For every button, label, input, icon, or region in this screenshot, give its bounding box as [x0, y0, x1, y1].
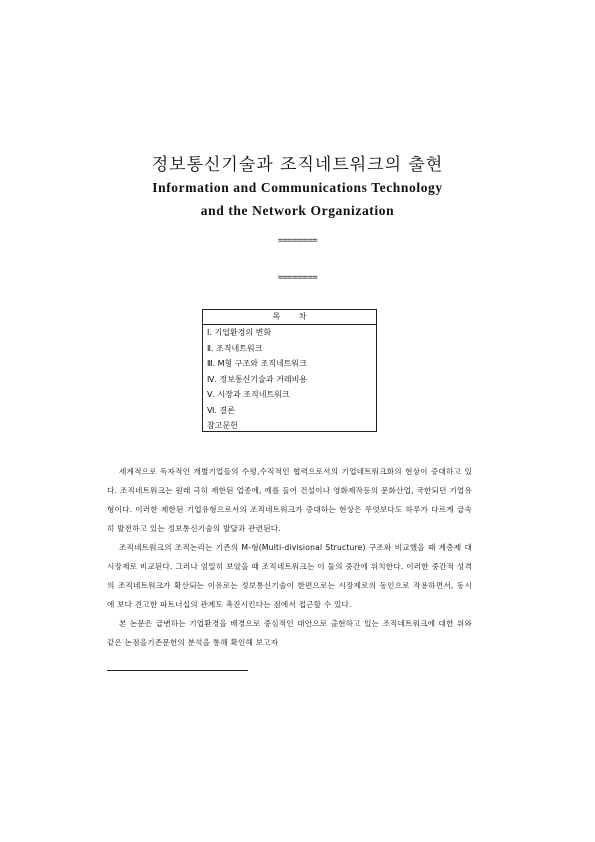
- paragraph: 조직네트워크의 조직논리는 기존의 M-형(Multi-divisional Structure) 구조와 비교했을 때 계층제 대 시장제로 비교된다. 그러나 엄밀히 보았을 때 조직네트워크는 이 둘의 중간에 위치한다. 이러한 중간적 성격의 조직네트워크가 확산되는 이유로는 정보통신기술이 한편으로는 시장제로의 동인으로 작용하면서, 동시에 보다 견고한 파트너십의 관계도 촉진시킨다는 점에서 접근할 수 있다.: [107, 543, 472, 609]
- toc-heading: 목 차: [203, 310, 376, 325]
- separator: ========: [277, 273, 318, 283]
- toc-item: Ⅲ. M형 구조와 조직네트워크: [207, 359, 307, 368]
- body-text: [107, 462, 472, 652]
- title-english-line-2: and the Network Organization: [200, 203, 395, 218]
- toc-item: Ⅵ. 결론: [207, 405, 235, 415]
- toc-item: Ⅳ. 정보통신기술과 거래비용: [207, 374, 308, 384]
- footnote-divider: [107, 670, 248, 671]
- toc-item: Ⅱ. 조직네트워크: [207, 343, 263, 353]
- title-korean: 정보통신기술과 조직네트워크의 출현: [151, 155, 444, 175]
- title-english-line-1: Information and Communications Technology: [152, 180, 443, 195]
- paragraph: 본 논문은 급변하는 기업환경을 배경으로 중심적인 대안으로 출현하고 있는 조직네트워크에 대한 위와 같은 논점을기존문헌의 분석을 통해 확인해 보고자: [107, 619, 472, 647]
- toc-item: Ⅴ. 시장과 조직네트워크: [207, 390, 290, 399]
- toc-item: Ⅰ. 기업환경의 변화: [207, 328, 272, 337]
- paragraph: 세계적으로 독자적인 개별기업들의 수평,수직적인 협력으로서의 기업네트워크화의 현상이 증대하고 있다. 조직네트워크는 원래 극히 제한된 업종에, 예를 들어 건설이나 영화제작등의 문화산업, 국한되던 기업유형이다. 이러한 제한된 기업유형으로서의 조직네트워크가 증대하는 현상은 무엇보다도 하루가 다르게 급속히 발전하고 있는 정보통신기술의 발달과 관련된다.: [107, 467, 472, 533]
- toc-item: 참고문헌: [207, 421, 238, 430]
- table-of-contents: [202, 309, 377, 432]
- separator: ========: [277, 236, 318, 246]
